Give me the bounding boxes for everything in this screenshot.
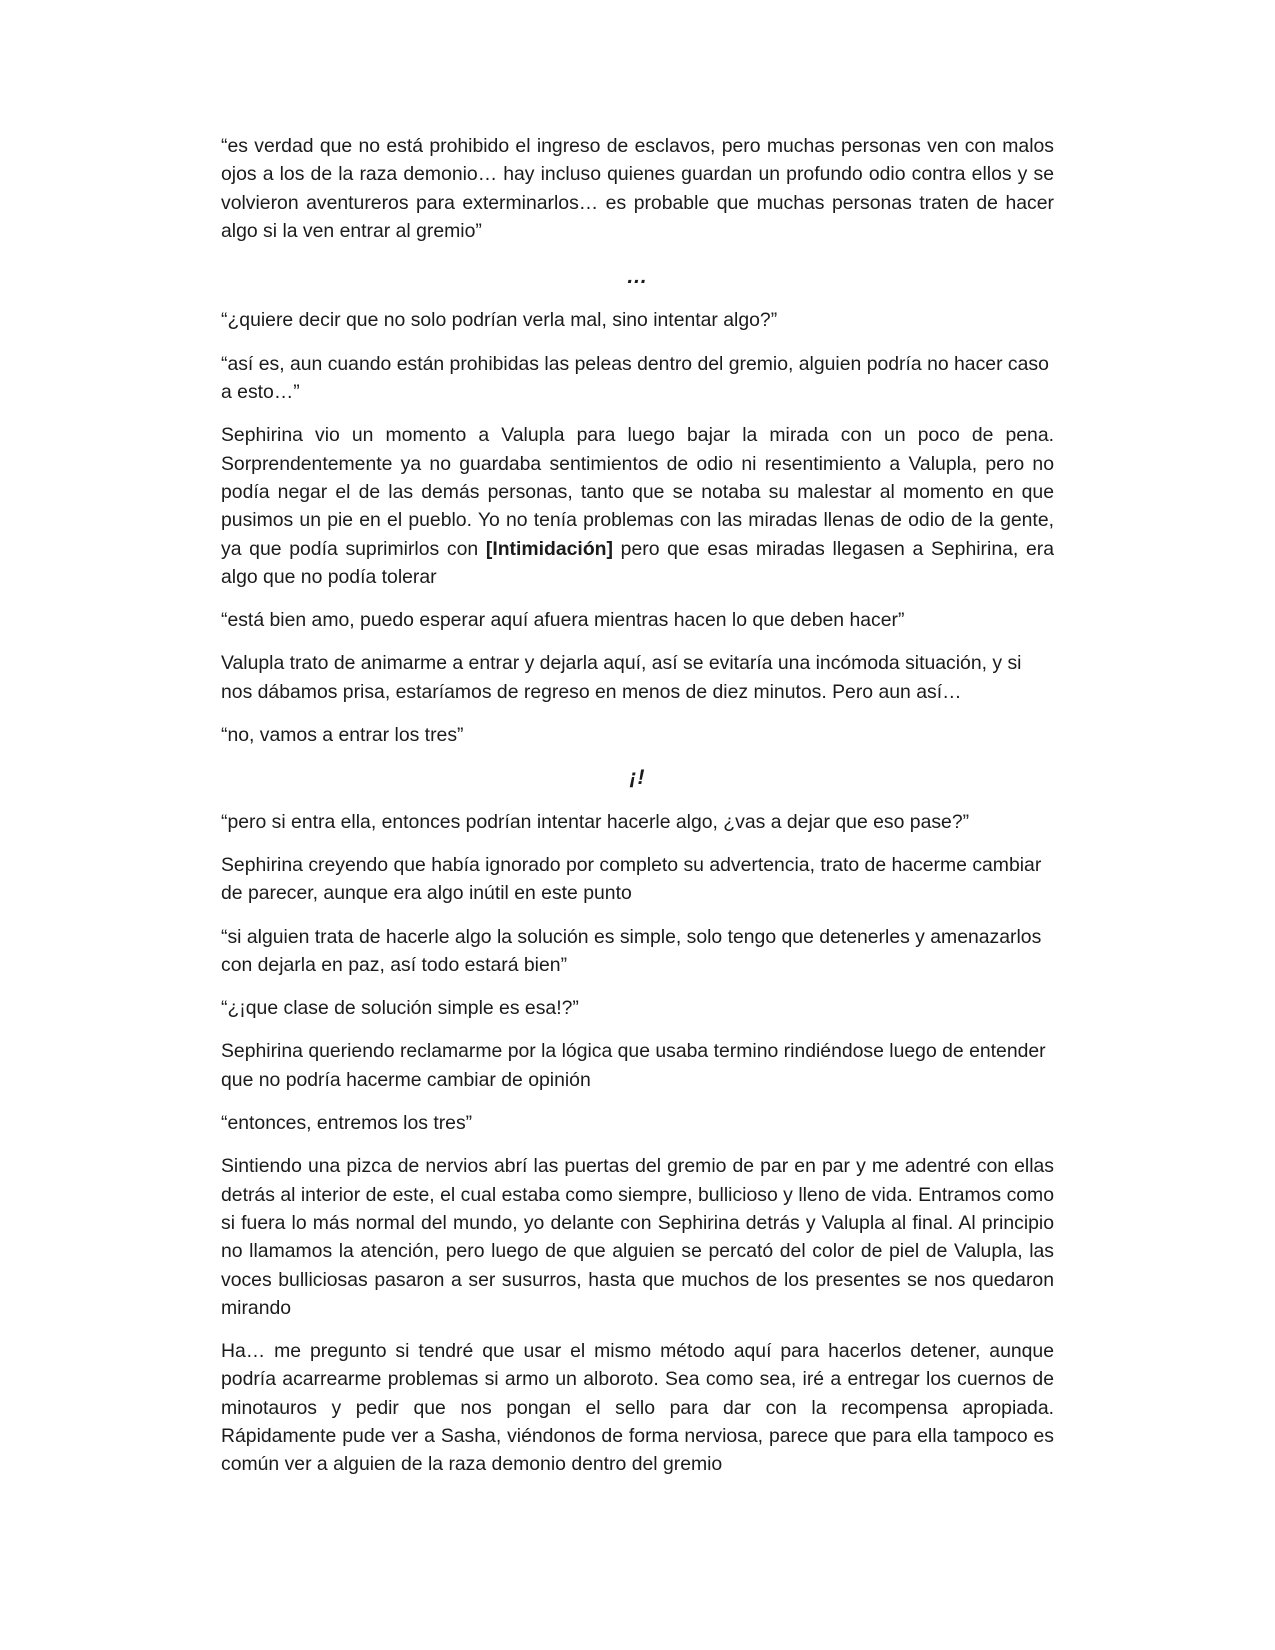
ellipsis-separator: … xyxy=(626,265,649,289)
narration-text-start: Sephirina vio un momento a Valupla para luego bajar la mirada con un poco de pena. Sorprendentemente ya no guardaba sentimientos de odio ni resentimiento a Valupla, pero no podía negar el de las demás personas, tanto que se notaba su malestar al momento en que pusimos un pie en el pueblo. Yo no tenía problemas con las miradas llenas de odio de la gente, ya que podía suprimirlos con xyxy=(221,424,1054,560)
paragraph-narration-sasha: Ha… me pregunto si tendré que usar el mismo método aquí para hacerlos detener, aunque podría acarrearme problemas si armo un alboroto. Sea como sea, iré a entregar los cuernos de minotauros y pedir que nos pongan el sello para dar con la recompensa apropiada. Rápidamente pude ver a Sasha, viéndonos de forma nerviosa, parece que para ella tampoco es común ver a alguien de la raza demonio dentro del gremio xyxy=(221,1340,1054,1476)
paragraph-narration-persuasion: Sephirina creyendo que había ignorado por completo su advertencia, trato de hacerme cambiar de parecer, aunque era algo inútil en este punto xyxy=(221,853,1042,905)
paragraph-narration-surrender: Sephirina queriendo reclamarme por la lógica que usaba termino rindiéndose luego de entender que no podría hacerme cambiar de opinión xyxy=(221,1040,1046,1091)
paragraph-valupla-offer: “está bien amo, puedo esperar aquí afuera mientras hacen lo que deben hacer” xyxy=(221,609,905,632)
paragraph-solution: “si alguien trata de hacerle algo la solución es simple, solo tengo que detenerles y amenazarlos con dejarla en paz, así todo estará bien” xyxy=(221,925,1042,976)
paragraph-agreement: “entonces, entremos los tres” xyxy=(221,1112,473,1135)
paragraph-objection: “pero si entra ella, entonces podrían intentar hacerle algo, ¿vas a dejar que eso pase?” xyxy=(221,810,970,833)
paragraph-question: “¿quiere decir que no solo podrían verla mal, sino intentar algo?” xyxy=(221,309,778,332)
paragraph-reply: “así es, aun cuando están prohibidas las peleas dentro del gremio, alguien podría no hacer caso a esto…” xyxy=(221,352,1049,404)
document-page xyxy=(221,132,1054,1494)
paragraph-narration-entry: Sintiendo una pizca de nervios abrí las puertas del gremio de par en par y me adentré con ellas detrás al interior de este, el cual estaba como siempre, bullicioso y lleno de vida. Entramos como si fuera lo más normal del mundo, yo delante con Sephirina detrás y Valupla al final. Al principio no llamamos la atención, pero luego de que alguien se percató del color de piel de Valupla, las voces bulliciosas pasaron a ser susurros, hasta que muchos de los presentes se nos quedaron mirando xyxy=(221,1155,1054,1319)
paragraph-narration-valupla: Valupla trato de animarme a entrar y dejarla aquí, así se evitaría una incómoda situación, y si nos dábamos prisa, estaríamos de regreso en menos de diez minutos. Pero aun así… xyxy=(221,652,1022,703)
narration-text-end: pero que esas miradas llegasen a Sephirina, era algo que no podía tolerar xyxy=(221,537,1055,588)
skill-name-intimidation: [Intimidación] xyxy=(485,537,613,560)
paragraph-narration-sephirina xyxy=(221,421,1054,591)
exclamation-separator: ¡! xyxy=(629,766,646,790)
paragraph-decision: “no, vamos a entrar los tres” xyxy=(221,724,464,747)
paragraph-dialogue-warning: “es verdad que no está prohibido el ingreso de esclavos, pero muchas personas ven con malos ojos a los de la raza demonio… hay incluso quienes guardan un profundo odio contra ellos y se volvieron aventureros para exterminarlos… es probable que muchas personas traten de hacer algo si la ven entrar al gremio” xyxy=(221,135,1054,242)
paragraph-exclamation: “¿¡que clase de solución simple es esa!?” xyxy=(221,997,579,1020)
